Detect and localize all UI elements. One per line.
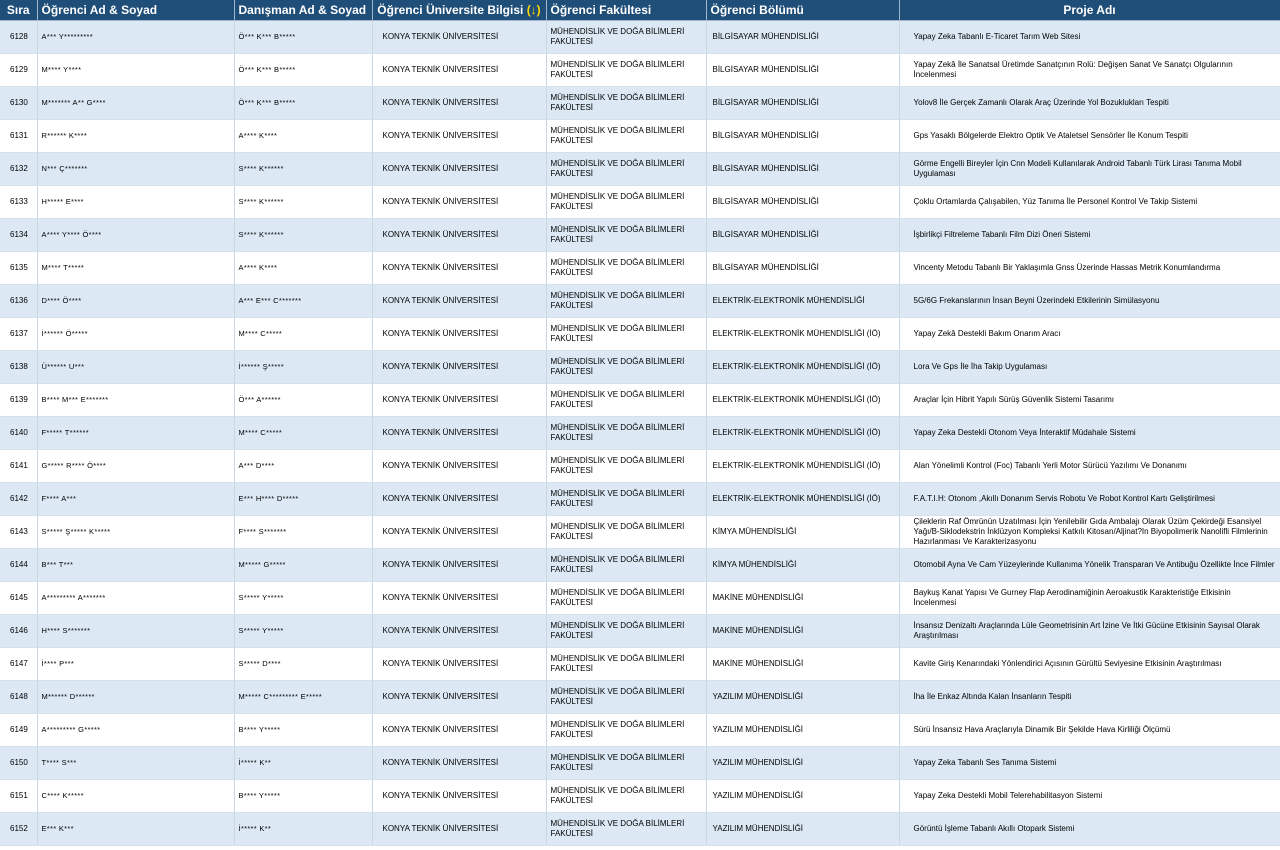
table-row (0, 252, 1280, 285)
cell-advisor-name: B**** Y***** (234, 780, 372, 813)
cell-project: Gps Yasaklı Bölgelerde Elektro Optik Ve Ataletsel Sensörler İle Konum Tespiti (899, 120, 1280, 153)
cell-sira: 6152 (0, 813, 37, 846)
cell-student-name: A**** Y**** Ö**** (37, 219, 234, 252)
header-department[interactable]: Öğrenci Bölümü (706, 0, 899, 21)
cell-university: KONYA TEKNİK ÜNİVERSİTESİ (372, 813, 546, 846)
cell-department: BİLGİSAYAR MÜHENDİSLİĞİ (706, 252, 899, 285)
cell-faculty: MÜHENDİSLİK VE DOĞA BİLİMLERİ FAKÜLTESİ (546, 384, 706, 417)
table-row (0, 285, 1280, 318)
cell-advisor-name: A**** K**** (234, 252, 372, 285)
cell-project: Yapay Zeka Tabanlı E-Ticaret Tarım Web Sitesi (899, 21, 1280, 54)
cell-student-name: D**** Ö**** (37, 285, 234, 318)
table-row (0, 153, 1280, 186)
cell-department: YAZILIM MÜHENDİSLİĞİ (706, 681, 899, 714)
cell-faculty: MÜHENDİSLİK VE DOĞA BİLİMLERİ FAKÜLTESİ (546, 252, 706, 285)
cell-advisor-name: S**** K****** (234, 219, 372, 252)
cell-department: KİMYA MÜHENDİSLİĞİ (706, 549, 899, 582)
cell-advisor-name: M**** C***** (234, 417, 372, 450)
header-university[interactable] (372, 0, 546, 21)
cell-department: ELEKTRİK-ELEKTRONİK MÜHENDİSLİĞİ (İÖ) (706, 318, 899, 351)
cell-department: MAKİNE MÜHENDİSLİĞİ (706, 615, 899, 648)
cell-sira: 6131 (0, 120, 37, 153)
cell-project: Yapay Zeka Destekli Otonom Veya İnteraktif Müdahale Sistemi (899, 417, 1280, 450)
header-project[interactable]: Proje Adı (899, 0, 1280, 21)
header-faculty[interactable]: Öğrenci Fakültesi (546, 0, 706, 21)
cell-department: YAZILIM MÜHENDİSLİĞİ (706, 747, 899, 780)
cell-student-name: H***** E**** (37, 186, 234, 219)
cell-university: KONYA TEKNİK ÜNİVERSİTESİ (372, 186, 546, 219)
cell-project: Yapay Zekâ İle Sanatsal Üretimde Sanatçının Rolü: Değişen Sanat Ve Sanatçı Olgularının İncelenmesi (899, 54, 1280, 87)
cell-sira: 6141 (0, 450, 37, 483)
cell-faculty: MÜHENDİSLİK VE DOĞA BİLİMLERİ FAKÜLTESİ (546, 780, 706, 813)
cell-sira: 6128 (0, 21, 37, 54)
cell-project: Görme Engelli Bireyler İçin Cnn Modeli Kullanılarak Android Tabanlı Türk Lirası Tanıma Mobil Uygulaması (899, 153, 1280, 186)
cell-project: Otomobil Ayna Ve Cam Yüzeylerinde Kullanıma Yönelik Transparan Ve Antibuğu Özellikte İnce Filmler (899, 549, 1280, 582)
cell-advisor-name: F**** S******* (234, 516, 372, 549)
cell-faculty: MÜHENDİSLİK VE DOĞA BİLİMLERİ FAKÜLTESİ (546, 153, 706, 186)
cell-department: YAZILIM MÜHENDİSLİĞİ (706, 813, 899, 846)
table-row (0, 549, 1280, 582)
cell-faculty: MÜHENDİSLİK VE DOĞA BİLİMLERİ FAKÜLTESİ (546, 681, 706, 714)
cell-department: ELEKTRİK-ELEKTRONİK MÜHENDİSLİĞİ (İÖ) (706, 351, 899, 384)
cell-faculty: MÜHENDİSLİK VE DOĞA BİLİMLERİ FAKÜLTESİ (546, 648, 706, 681)
cell-project: İşbirlikçi Filtreleme Tabanlı Film Dizi Öneri Sistemi (899, 219, 1280, 252)
cell-university: KONYA TEKNİK ÜNİVERSİTESİ (372, 714, 546, 747)
cell-department: BİLGİSAYAR MÜHENDİSLİĞİ (706, 21, 899, 54)
cell-sira: 6143 (0, 516, 37, 549)
cell-department: BİLGİSAYAR MÜHENDİSLİĞİ (706, 54, 899, 87)
cell-university: KONYA TEKNİK ÜNİVERSİTESİ (372, 54, 546, 87)
cell-project: Araçlar İçin Hibrit Yapılı Sürüş Güvenlik Sistemi Tasarımı (899, 384, 1280, 417)
cell-sira: 6138 (0, 351, 37, 384)
cell-student-name: M**** T***** (37, 252, 234, 285)
cell-faculty: MÜHENDİSLİK VE DOĞA BİLİMLERİ FAKÜLTESİ (546, 120, 706, 153)
cell-department: MAKİNE MÜHENDİSLİĞİ (706, 648, 899, 681)
table-row (0, 747, 1280, 780)
table-row (0, 483, 1280, 516)
cell-university: KONYA TEKNİK ÜNİVERSİTESİ (372, 87, 546, 120)
cell-advisor-name: S***** Y***** (234, 582, 372, 615)
cell-department: ELEKTRİK-ELEKTRONİK MÜHENDİSLİĞİ (İÖ) (706, 417, 899, 450)
cell-sira: 6133 (0, 186, 37, 219)
cell-project: Yolov8 İle Gerçek Zamanlı Olarak Araç Üzerinde Yol Bozuklukları Tespiti (899, 87, 1280, 120)
cell-sira: 6142 (0, 483, 37, 516)
cell-project: Çileklerin Raf Ömrünün Uzatılması İçin Yenilebilir Gıda Ambalajı Olarak Üzüm Çekirdeği Esansiyel Yağı/Β-Siklodekstrin İnklüzyon Kompleksi Katkılı Kitosan/Aljinat?In Biyopolimerik Nanolifli Filmlerinin Hazırlanması Ve Karakterizasyonu (899, 516, 1280, 549)
cell-sira: 6136 (0, 285, 37, 318)
cell-faculty: MÜHENDİSLİK VE DOĞA BİLİMLERİ FAKÜLTESİ (546, 219, 706, 252)
cell-advisor-name: M***** G***** (234, 549, 372, 582)
cell-advisor-name: S***** D**** (234, 648, 372, 681)
cell-project: İnsansız Denizaltı Araçlarında Lüle Geometrisinin Art İzine Ve İtki Gücüne Etkisinin Sayısal Olarak Araştırılması (899, 615, 1280, 648)
header-sira[interactable]: Sıra (0, 0, 37, 21)
cell-university: KONYA TEKNİK ÜNİVERSİTESİ (372, 252, 546, 285)
cell-university: KONYA TEKNİK ÜNİVERSİTESİ (372, 582, 546, 615)
cell-sira: 6147 (0, 648, 37, 681)
cell-university: KONYA TEKNİK ÜNİVERSİTESİ (372, 384, 546, 417)
table-row (0, 351, 1280, 384)
cell-department: YAZILIM MÜHENDİSLİĞİ (706, 714, 899, 747)
cell-university: KONYA TEKNİK ÜNİVERSİTESİ (372, 120, 546, 153)
cell-student-name: A********* G***** (37, 714, 234, 747)
cell-department: BİLGİSAYAR MÜHENDİSLİĞİ (706, 120, 899, 153)
cell-project: Baykuş Kanat Yapısı Ve Gurney Flap Aerodinamiğinin Aeroakustik Karakteristiğe Etkisinin İncelenmesi (899, 582, 1280, 615)
header-student-name[interactable]: Öğrenci Ad & Soyad (37, 0, 234, 21)
table-row (0, 714, 1280, 747)
cell-sira: 6137 (0, 318, 37, 351)
cell-sira: 6139 (0, 384, 37, 417)
cell-university: KONYA TEKNİK ÜNİVERSİTESİ (372, 549, 546, 582)
cell-student-name: E*** K*** (37, 813, 234, 846)
table-row (0, 780, 1280, 813)
cell-faculty: MÜHENDİSLİK VE DOĞA BİLİMLERİ FAKÜLTESİ (546, 351, 706, 384)
cell-project: Kavite Giriş Kenarındaki Yönlendirici Açısının Gürültü Seviyesine Etkisinin Araştırılması (899, 648, 1280, 681)
cell-project: F.A.T.I.H: Otonom ,Akıllı Donanım Servis Robotu Ve Robot Kontrol Kartı Geliştirilmesi (899, 483, 1280, 516)
table-row (0, 450, 1280, 483)
cell-project: Yapay Zekâ Destekli Bakım Onarım Aracı (899, 318, 1280, 351)
cell-student-name: İ**** P*** (37, 648, 234, 681)
cell-project: İha İle Enkaz Altında Kalan İnsanların Tespiti (899, 681, 1280, 714)
cell-project: 5G/6G Frekanslarının İnsan Beyni Üzerindeki Etkilerinin Simülasyonu (899, 285, 1280, 318)
cell-university: KONYA TEKNİK ÜNİVERSİTESİ (372, 153, 546, 186)
cell-faculty: MÜHENDİSLİK VE DOĞA BİLİMLERİ FAKÜLTESİ (546, 318, 706, 351)
cell-student-name: M******* A** G**** (37, 87, 234, 120)
cell-sira: 6132 (0, 153, 37, 186)
cell-student-name: S***** Ş***** K***** (37, 516, 234, 549)
table-row (0, 384, 1280, 417)
cell-university: KONYA TEKNİK ÜNİVERSİTESİ (372, 21, 546, 54)
cell-advisor-name: İ***** K** (234, 747, 372, 780)
cell-student-name: F***** T****** (37, 417, 234, 450)
cell-advisor-name: Ö*** K*** B***** (234, 87, 372, 120)
cell-faculty: MÜHENDİSLİK VE DOĞA BİLİMLERİ FAKÜLTESİ (546, 54, 706, 87)
table-row (0, 516, 1280, 549)
cell-advisor-name: Ö*** K*** B***** (234, 54, 372, 87)
cell-project: Yapay Zeka Destekli Mobil Telerehabilitasyon Sistemi (899, 780, 1280, 813)
cell-advisor-name: Ö*** A****** (234, 384, 372, 417)
cell-university: KONYA TEKNİK ÜNİVERSİTESİ (372, 351, 546, 384)
cell-student-name: İ****** Ö***** (37, 318, 234, 351)
cell-university: KONYA TEKNİK ÜNİVERSİTESİ (372, 615, 546, 648)
cell-student-name: B*** T*** (37, 549, 234, 582)
cell-faculty: MÜHENDİSLİK VE DOĞA BİLİMLERİ FAKÜLTESİ (546, 813, 706, 846)
table-row (0, 120, 1280, 153)
table-row (0, 54, 1280, 87)
cell-faculty: MÜHENDİSLİK VE DOĞA BİLİMLERİ FAKÜLTESİ (546, 615, 706, 648)
cell-university: KONYA TEKNİK ÜNİVERSİTESİ (372, 516, 546, 549)
cell-faculty: MÜHENDİSLİK VE DOĞA BİLİMLERİ FAKÜLTESİ (546, 417, 706, 450)
table-row (0, 648, 1280, 681)
cell-sira: 6140 (0, 417, 37, 450)
header-university-label: Öğrenci Üniversite Bilgisi (377, 3, 524, 17)
cell-student-name: T**** S*** (37, 747, 234, 780)
cell-university: KONYA TEKNİK ÜNİVERSİTESİ (372, 318, 546, 351)
cell-university: KONYA TEKNİK ÜNİVERSİTESİ (372, 483, 546, 516)
cell-sira: 6149 (0, 714, 37, 747)
cell-student-name: N*** Ç******* (37, 153, 234, 186)
header-row (0, 0, 1280, 21)
table-header (0, 0, 1280, 21)
cell-advisor-name: A*** D**** (234, 450, 372, 483)
cell-university: KONYA TEKNİK ÜNİVERSİTESİ (372, 747, 546, 780)
cell-student-name: Ü****** U*** (37, 351, 234, 384)
cell-department: BİLGİSAYAR MÜHENDİSLİĞİ (706, 87, 899, 120)
cell-faculty: MÜHENDİSLİK VE DOĞA BİLİMLERİ FAKÜLTESİ (546, 285, 706, 318)
cell-sira: 6135 (0, 252, 37, 285)
cell-project: Alan Yönelimli Kontrol (Foc) Tabanlı Yerli Motor Sürücü Yazılımı Ve Donanımı (899, 450, 1280, 483)
cell-sira: 6150 (0, 747, 37, 780)
cell-sira: 6134 (0, 219, 37, 252)
cell-department: MAKİNE MÜHENDİSLİĞİ (706, 582, 899, 615)
cell-student-name: M****** D****** (37, 681, 234, 714)
cell-sira: 6129 (0, 54, 37, 87)
cell-department: ELEKTRİK-ELEKTRONİK MÜHENDİSLİĞİ (İÖ) (706, 384, 899, 417)
cell-faculty: MÜHENDİSLİK VE DOĞA BİLİMLERİ FAKÜLTESİ (546, 450, 706, 483)
cell-advisor-name: S**** K****** (234, 186, 372, 219)
cell-project: Çoklu Ortamlarda Çalışabilen, Yüz Tanıma İle Personel Kontrol Ve Takip Sistemi (899, 186, 1280, 219)
cell-project: Yapay Zeka Tabanlı Ses Tanıma Sistemi (899, 747, 1280, 780)
sort-down-arrow-icon[interactable]: (↓) (526, 3, 541, 17)
cell-sira: 6130 (0, 87, 37, 120)
cell-student-name: F**** A*** (37, 483, 234, 516)
cell-advisor-name: A*** E*** C******* (234, 285, 372, 318)
cell-advisor-name: İ***** K** (234, 813, 372, 846)
cell-sira: 6151 (0, 780, 37, 813)
cell-project: Vincenty Metodu Tabanlı Bir Yaklaşımla Gnss Üzerinde Hassas Metrik Konumlandırma (899, 252, 1280, 285)
cell-advisor-name: E*** H**** D***** (234, 483, 372, 516)
cell-faculty: MÜHENDİSLİK VE DOĞA BİLİMLERİ FAKÜLTESİ (546, 582, 706, 615)
cell-faculty: MÜHENDİSLİK VE DOĞA BİLİMLERİ FAKÜLTESİ (546, 186, 706, 219)
cell-faculty: MÜHENDİSLİK VE DOĞA BİLİMLERİ FAKÜLTESİ (546, 714, 706, 747)
cell-faculty: MÜHENDİSLİK VE DOĞA BİLİMLERİ FAKÜLTESİ (546, 747, 706, 780)
cell-faculty: MÜHENDİSLİK VE DOĞA BİLİMLERİ FAKÜLTESİ (546, 516, 706, 549)
header-advisor-name[interactable]: Danışman Ad & Soyad (234, 0, 372, 21)
cell-university: KONYA TEKNİK ÜNİVERSİTESİ (372, 219, 546, 252)
table-row (0, 21, 1280, 54)
cell-advisor-name: S***** Y***** (234, 615, 372, 648)
cell-university: KONYA TEKNİK ÜNİVERSİTESİ (372, 780, 546, 813)
cell-faculty: MÜHENDİSLİK VE DOĞA BİLİMLERİ FAKÜLTESİ (546, 549, 706, 582)
table-row (0, 318, 1280, 351)
table-row (0, 186, 1280, 219)
cell-student-name: G***** R**** Ö**** (37, 450, 234, 483)
cell-department: ELEKTRİK-ELEKTRONİK MÜHENDİSLİĞİ (İÖ) (706, 483, 899, 516)
cell-university: KONYA TEKNİK ÜNİVERSİTESİ (372, 681, 546, 714)
cell-department: ELEKTRİK-ELEKTRONİK MÜHENDİSLİĞİ (706, 285, 899, 318)
cell-faculty: MÜHENDİSLİK VE DOĞA BİLİMLERİ FAKÜLTESİ (546, 21, 706, 54)
cell-university: KONYA TEKNİK ÜNİVERSİTESİ (372, 648, 546, 681)
cell-advisor-name: B**** Y***** (234, 714, 372, 747)
cell-advisor-name: A**** K**** (234, 120, 372, 153)
table-row (0, 87, 1280, 120)
cell-project: Görüntü İşleme Tabanlı Akıllı Otopark Sistemi (899, 813, 1280, 846)
cell-student-name: B**** M*** E******* (37, 384, 234, 417)
cell-student-name: A*** Y********* (37, 21, 234, 54)
table-row (0, 615, 1280, 648)
cell-department: BİLGİSAYAR MÜHENDİSLİĞİ (706, 186, 899, 219)
table-row (0, 417, 1280, 450)
cell-university: KONYA TEKNİK ÜNİVERSİTESİ (372, 285, 546, 318)
cell-student-name: R****** K**** (37, 120, 234, 153)
cell-advisor-name: İ****** Ş***** (234, 351, 372, 384)
cell-department: BİLGİSAYAR MÜHENDİSLİĞİ (706, 219, 899, 252)
cell-advisor-name: S**** K****** (234, 153, 372, 186)
table-row (0, 219, 1280, 252)
cell-student-name: H**** S******* (37, 615, 234, 648)
cell-university: KONYA TEKNİK ÜNİVERSİTESİ (372, 450, 546, 483)
cell-department: YAZILIM MÜHENDİSLİĞİ (706, 780, 899, 813)
cell-advisor-name: Ö*** K*** B***** (234, 21, 372, 54)
cell-department: KİMYA MÜHENDİSLİĞİ (706, 516, 899, 549)
cell-project: Sürü İnsansız Hava Araçlarıyla Dinamik Bir Şekilde Hava Kirliliği Ölçümü (899, 714, 1280, 747)
table-row (0, 582, 1280, 615)
cell-student-name: C**** K***** (37, 780, 234, 813)
cell-student-name: M**** Y**** (37, 54, 234, 87)
cell-student-name: A********* A******* (37, 582, 234, 615)
table-row (0, 813, 1280, 846)
cell-sira: 6145 (0, 582, 37, 615)
cell-sira: 6146 (0, 615, 37, 648)
table-body (0, 21, 1280, 846)
cell-advisor-name: M**** C***** (234, 318, 372, 351)
table-row (0, 681, 1280, 714)
cell-department: ELEKTRİK-ELEKTRONİK MÜHENDİSLİĞİ (İÖ) (706, 450, 899, 483)
cell-faculty: MÜHENDİSLİK VE DOĞA BİLİMLERİ FAKÜLTESİ (546, 483, 706, 516)
cell-sira: 6144 (0, 549, 37, 582)
cell-advisor-name: M***** C********* E***** (234, 681, 372, 714)
cell-department: BİLGİSAYAR MÜHENDİSLİĞİ (706, 153, 899, 186)
cell-project: Lora Ve Gps İle İha Takip Uygulaması (899, 351, 1280, 384)
cell-faculty: MÜHENDİSLİK VE DOĞA BİLİMLERİ FAKÜLTESİ (546, 87, 706, 120)
cell-university: KONYA TEKNİK ÜNİVERSİTESİ (372, 417, 546, 450)
cell-sira: 6148 (0, 681, 37, 714)
